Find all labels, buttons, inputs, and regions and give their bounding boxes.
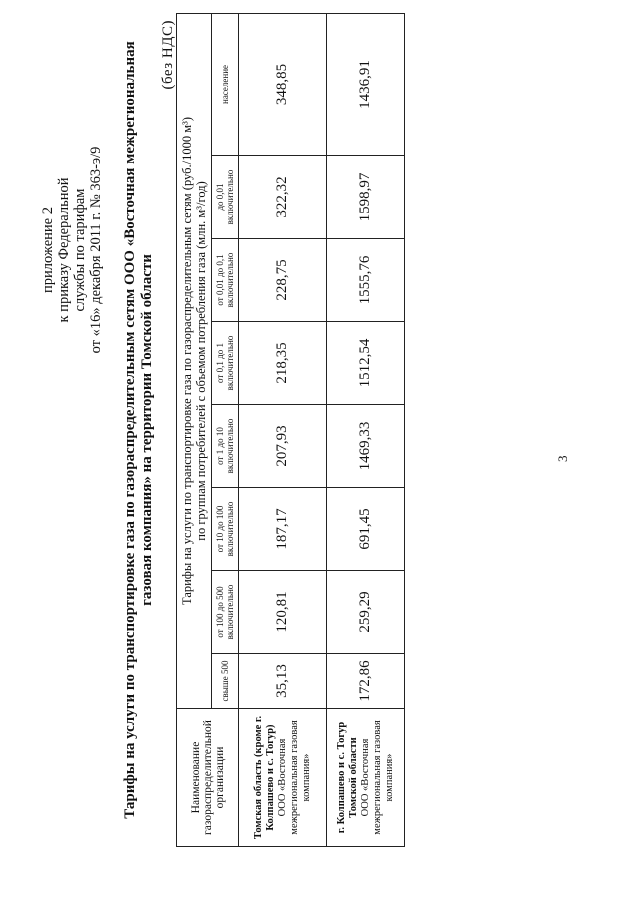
tariff-value: 218,35 (239, 322, 327, 405)
tariff-value: 1436,91 (327, 13, 405, 155)
title-line: газовая компания» на территории Томской области (139, 254, 155, 606)
tariff-value: 322,32 (239, 156, 327, 239)
document-title (122, 5, 156, 855)
region-name: г. Колпашево и с. Тогур Томской области (335, 721, 359, 834)
org-name: ООО «Восточная межрегиональная газовая компания» (359, 720, 395, 835)
org-cell (239, 709, 327, 847)
appendix-line: приложение 2 (40, 207, 56, 293)
org-name: ООО «Восточная межрегиональная газовая компания» (276, 720, 312, 835)
tariff-value: 120,81 (239, 571, 327, 654)
appendix-line: службы по тарифам (72, 188, 88, 312)
region-name: Томская область (кроме г. Колпашево и с. Тогур) (252, 715, 276, 840)
column-header: от 100 до 500 включительно (212, 571, 239, 654)
table-row (327, 13, 405, 846)
column-header: свыше 500 (212, 654, 239, 709)
tariff-value: 1555,76 (327, 239, 405, 322)
org-cell (327, 709, 405, 847)
tariff-group-header (177, 13, 212, 708)
column-header: от 10 до 100 включительно (212, 488, 239, 571)
page-number: 3 (555, 455, 570, 462)
tariff-value: 1512,54 (327, 322, 405, 405)
column-header: от 0,01 до 0,1 включительно (212, 239, 239, 322)
appendix-block (40, 110, 104, 390)
tariff-table (176, 13, 405, 847)
tariff-value: 259,29 (327, 571, 405, 654)
tariff-value: 691,45 (327, 488, 405, 571)
column-header: население (212, 13, 239, 155)
vat-note: (без НДС) (160, 20, 176, 90)
org-column-header: Наименование газораспределительной организации (177, 709, 239, 847)
group-header-line: Тарифы на услуги по транспортировке газа по газораспределительным сетям (руб./1000 м³) (180, 116, 194, 605)
column-header: до 0,01 включительно (212, 156, 239, 239)
tariff-value: 172,86 (327, 654, 405, 709)
group-header-line: по группам потребителей с объемом потребления газа (млн. м³/год) (194, 181, 208, 541)
tariff-value: 348,85 (239, 13, 327, 155)
tariff-value: 187,17 (239, 488, 327, 571)
tariff-value: 35,13 (239, 654, 327, 709)
table-row (239, 13, 327, 846)
appendix-line: к приказу Федеральной (56, 177, 72, 323)
tariff-value: 1598,97 (327, 156, 405, 239)
tariff-value: 207,93 (239, 405, 327, 488)
column-header: от 0,1 до 1 включительно (212, 322, 239, 405)
tariff-value: 1469,33 (327, 405, 405, 488)
tariff-value: 228,75 (239, 239, 327, 322)
column-header: от 1 до 10 включительно (212, 405, 239, 488)
title-line: Тарифы на услуги по транспортировке газа по газораспределительным сетям ООО «Восточная межрегиональная (122, 41, 138, 819)
appendix-line: от «16» декабря 2011 г. № 363-э/9 (88, 146, 104, 354)
